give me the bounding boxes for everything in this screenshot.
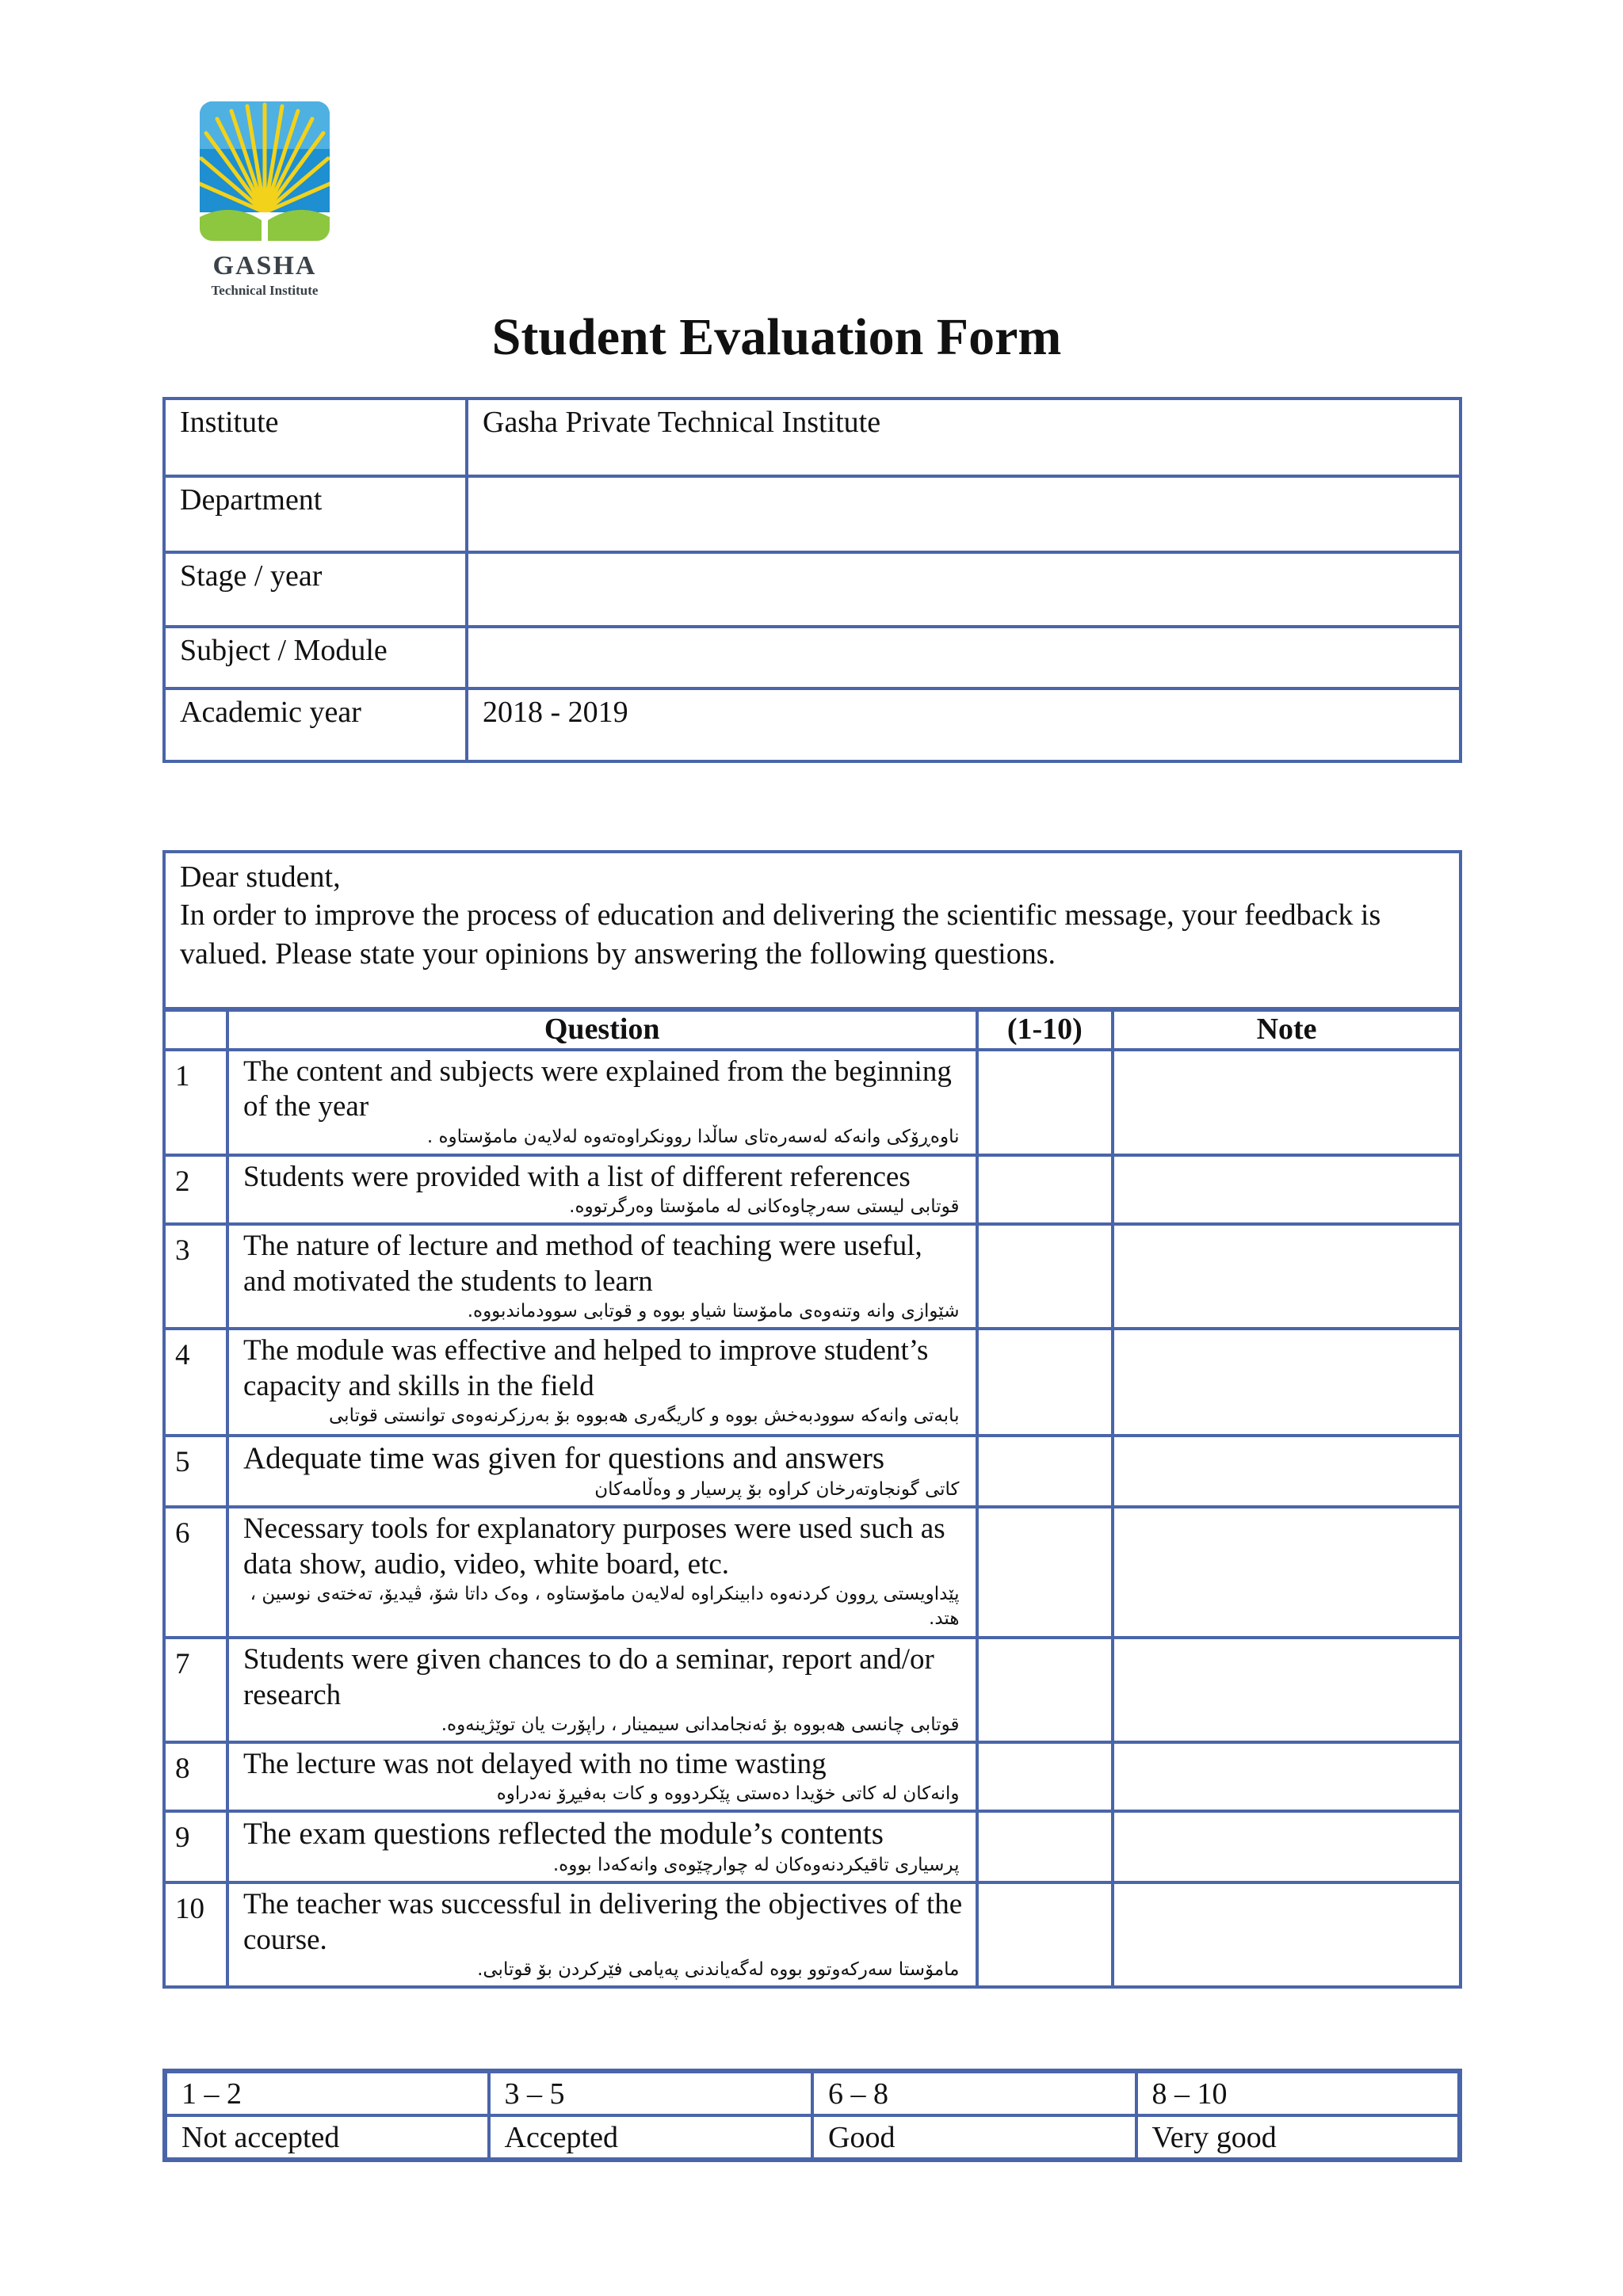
rating-scale-table <box>162 2069 1462 2162</box>
question-text: Students were given chances to do a seminar, report and/or research <box>242 1643 934 1711</box>
info-row-stage <box>164 552 1461 627</box>
score-cell[interactable] <box>977 1436 1113 1507</box>
question-text: The exam questions reflected the module’s contents <box>242 1817 884 1852</box>
sunrise-logo-icon <box>200 101 330 241</box>
info-label: Institute <box>164 399 467 476</box>
question-text-kurdish: کاتی گونجاوتەرخان کراوە بۆ پرسیار و وەڵامەکان <box>594 1479 960 1501</box>
score-cell[interactable] <box>977 1638 1113 1742</box>
scale-labels-row <box>165 2115 1460 2160</box>
score-cell[interactable] <box>977 1742 1113 1811</box>
question-row <box>164 1742 1461 1811</box>
scale-ranges-row <box>165 2071 1460 2115</box>
info-value-institute[interactable]: Gasha Private Technical Institute <box>467 399 1461 476</box>
question-text-kurdish: پێداویستی ڕوون کردنەوە دابینکراوە لەلایەن مامۆستاوە ، وەک داتا شۆ، ڤیدیۆ، تەختەی نوسین ، هتد. <box>250 1583 960 1629</box>
question-row <box>164 1050 1461 1155</box>
note-cell[interactable] <box>1113 1742 1461 1811</box>
scale-range: 3 – 5 <box>489 2071 813 2115</box>
question-row <box>164 1436 1461 1507</box>
question-number: 7 <box>164 1638 227 1742</box>
info-label: Stage / year <box>164 552 467 627</box>
info-row-institute <box>164 399 1461 476</box>
page-title: Student Evaluation Form <box>491 308 1062 366</box>
intro-body: In order to improve the process of education and delivering the scientific message, your feedback is valued. Please state your opinions by answering the following questions. <box>180 898 1381 971</box>
note-cell[interactable] <box>1113 1155 1461 1224</box>
question-text-kurdish: پرسیاری تاقیکردنەوەکان لە چوارچێوەی وانەکەدا بووە. <box>552 1855 960 1876</box>
info-label: Subject / Module <box>164 627 467 688</box>
question-number: 8 <box>164 1742 227 1811</box>
questions-table <box>162 1007 1462 1989</box>
question-row <box>164 1638 1461 1742</box>
header-question: Question <box>227 1009 977 1050</box>
question-text: The teacher was successful in delivering the objectives of the course. <box>242 1888 963 1956</box>
score-cell[interactable] <box>977 1811 1113 1882</box>
question-text-kurdish: بابەتی وانەکە سوودبەخش بووە و کاریگەری هەبووە بۆ بەرزکرنەوەی توانستی قوتابی <box>329 1405 960 1427</box>
note-cell[interactable] <box>1113 1882 1461 1987</box>
question-text: The nature of lecture and method of teaching were useful, and motivated the students to learn <box>242 1230 922 1298</box>
info-value-department[interactable] <box>467 476 1461 552</box>
info-value-subject[interactable] <box>467 627 1461 688</box>
question-row <box>164 1155 1461 1224</box>
info-row-academic-year <box>164 688 1461 761</box>
intro-box <box>162 850 1462 1012</box>
question-number: 6 <box>164 1507 227 1638</box>
question-row <box>164 1882 1461 1987</box>
note-cell[interactable] <box>1113 1638 1461 1742</box>
question-number: 3 <box>164 1224 227 1329</box>
question-text: Students were provided with a list of different references <box>242 1161 911 1193</box>
header-number <box>164 1009 227 1050</box>
scale-label: Very good <box>1136 2115 1461 2160</box>
question-text-kurdish: قوتابی چانسی هەبووە بۆ ئەنجامدانی سیمینار ، راپۆرت یان توێژینەوە. <box>441 1714 960 1735</box>
score-cell[interactable] <box>977 1155 1113 1224</box>
scale-range: 1 – 2 <box>165 2071 489 2115</box>
question-number: 5 <box>164 1436 227 1507</box>
info-value-academic-year[interactable]: 2018 - 2019 <box>467 688 1461 761</box>
info-table <box>162 397 1462 763</box>
score-cell[interactable] <box>977 1882 1113 1987</box>
question-text: The module was effective and helped to improve student’s capacity and skills in the field <box>242 1334 929 1402</box>
question-number: 1 <box>164 1050 227 1155</box>
header-note: Note <box>1113 1009 1461 1050</box>
info-row-department <box>164 476 1461 552</box>
question-text: Adequate time was given for questions and answers <box>242 1441 884 1476</box>
intro-greeting: Dear student, <box>180 860 341 894</box>
question-text-kurdish: ناوەڕۆکی وانەکە لەسەرەتای ساڵدا روونکراوەتەوە لەلایەن مامۆستاوە . <box>426 1126 960 1147</box>
question-number: 9 <box>164 1811 227 1882</box>
score-cell[interactable] <box>977 1507 1113 1638</box>
scale-label: Accepted <box>489 2115 813 2160</box>
info-value-stage[interactable] <box>467 552 1461 627</box>
logo-subtitle: Technical Institute <box>211 283 319 298</box>
scale-label: Not accepted <box>165 2115 489 2160</box>
question-row <box>164 1811 1461 1882</box>
scale-range: 8 – 10 <box>1136 2071 1461 2115</box>
score-cell[interactable] <box>977 1329 1113 1436</box>
logo-name: GASHA <box>212 251 317 280</box>
questions-header-row <box>164 1009 1461 1050</box>
question-row <box>164 1507 1461 1638</box>
question-number: 2 <box>164 1155 227 1224</box>
note-cell[interactable] <box>1113 1329 1461 1436</box>
note-cell[interactable] <box>1113 1811 1461 1882</box>
info-label: Department <box>164 476 467 552</box>
note-cell[interactable] <box>1113 1224 1461 1329</box>
question-text-kurdish: شێوازی وانە وتنەوەی مامۆستا شیاو بووە و قوتابی سوودماندبووە. <box>467 1301 960 1322</box>
question-text-kurdish: مامۆستا سەرکەوتوو بووە لەگەیاندنی پەیامی فێرکردن بۆ قوتابی. <box>477 1959 960 1980</box>
note-cell[interactable] <box>1113 1050 1461 1155</box>
scale-range: 6 – 8 <box>812 2071 1136 2115</box>
question-text-kurdish: وانەکان لە کاتی خۆیدا دەستی پێکردووە و کات بەفیڕۆ نەدراوە <box>496 1783 960 1805</box>
info-label: Academic year <box>164 688 467 761</box>
note-cell[interactable] <box>1113 1507 1461 1638</box>
question-text-kurdish: قوتابی لیستی سەرچاوەکانی لە مامۆستا وەرگرتووە. <box>569 1196 960 1218</box>
question-row <box>164 1224 1461 1329</box>
question-text: The lecture was not delayed with no time wasting <box>242 1747 827 1780</box>
gasha-logo <box>193 101 336 299</box>
question-number: 4 <box>164 1329 227 1436</box>
note-cell[interactable] <box>1113 1436 1461 1507</box>
score-cell[interactable] <box>977 1050 1113 1155</box>
scale-label: Good <box>812 2115 1136 2160</box>
header-score: (1-10) <box>977 1009 1113 1050</box>
question-row <box>164 1329 1461 1436</box>
score-cell[interactable] <box>977 1224 1113 1329</box>
question-text: The content and subjects were explained from the beginning of the year <box>242 1055 952 1123</box>
question-number: 10 <box>164 1882 227 1987</box>
question-text: Necessary tools for explanatory purposes were used such as data show, audio, video, white board, etc. <box>242 1512 945 1581</box>
info-row-subject <box>164 627 1461 688</box>
